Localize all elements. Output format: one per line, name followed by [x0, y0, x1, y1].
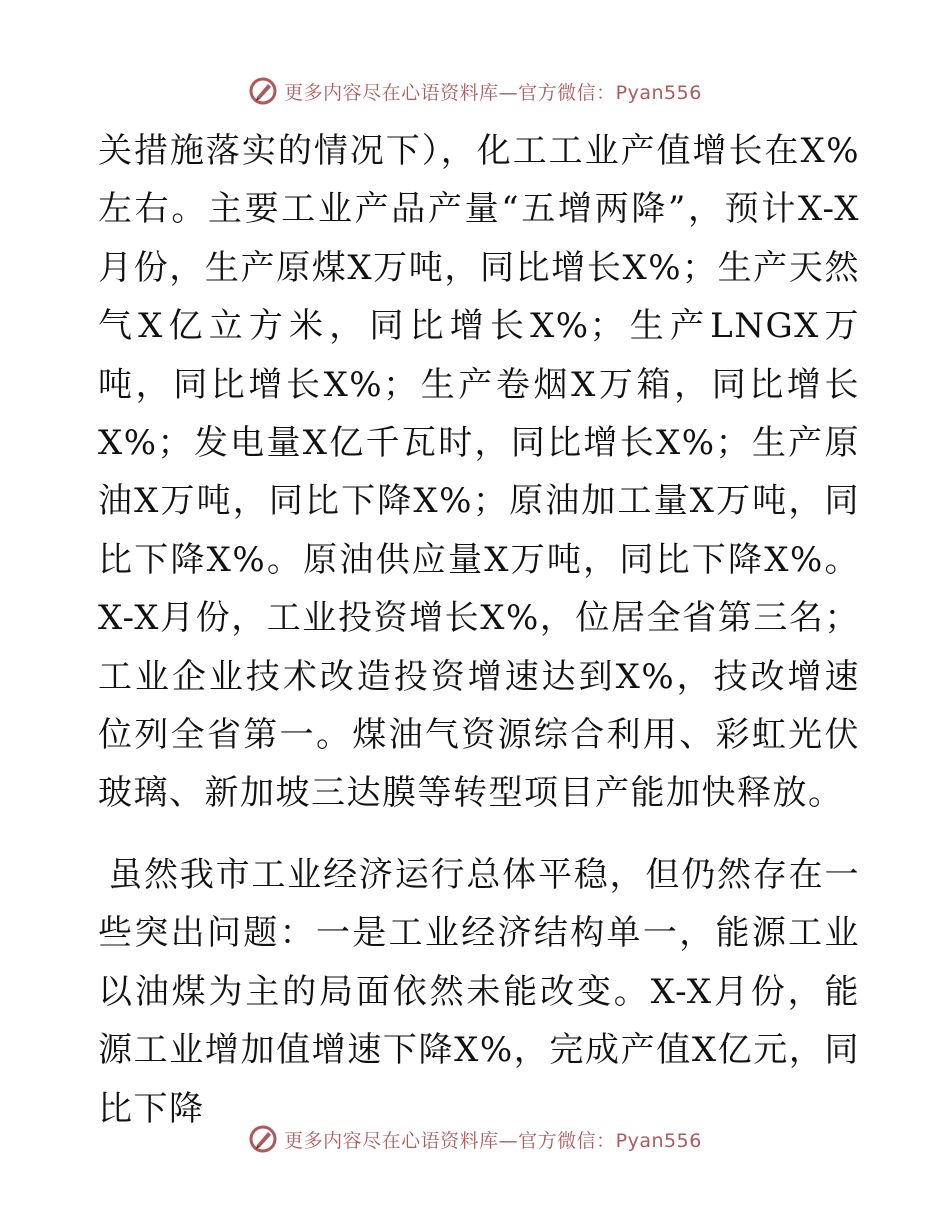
header-watermark: [0, 76, 950, 106]
paragraph-1: 关措施落实的情况下），化工工业产值增长在X%左右。主要工业产品产量“五增两降”，预计X-X月份，生产原煤X万吨，同比增长X%；生产天然气X亿立方米，同比增长X%；生产LNGX万吨，同比增长X%；生产卷烟X万箱，同比增长X%；发电量X亿千瓦时，同比增长X%；生产原油X万吨，同比下降X%；原油加工量X万吨，同比下降X%。原油供应量X万吨，同比下降X%。X-X月份，工业投资增长X%，位居全省第三名；工业企业技术改造投资增速达到X%，技改增速位列全省第一。煤油气资源综合利用、彩虹光伏玻璃、新加坡三达膜等转型项目产能加快释放。: [98, 131, 860, 814]
pen-circle-logo-icon: [248, 76, 278, 106]
document-body: [98, 122, 860, 1138]
watermark-text: 更多内容尽在心语资料库—官方微信：Pyan556: [284, 81, 702, 104]
footer-watermark: [0, 1124, 950, 1154]
pen-circle-logo-icon: [248, 1124, 278, 1154]
watermark-text: 更多内容尽在心语资料库—官方微信：Pyan556: [284, 1129, 702, 1152]
paragraph-2: 虽然我市工业经济运行总体平稳，但仍然存在一些突出问题：一是工业经济结构单一，能源工业以油煤为主的局面依然未能改变。X-X月份，能源工业增加值增速下降X%，完成产值X亿元，同比下降: [98, 854, 860, 1129]
